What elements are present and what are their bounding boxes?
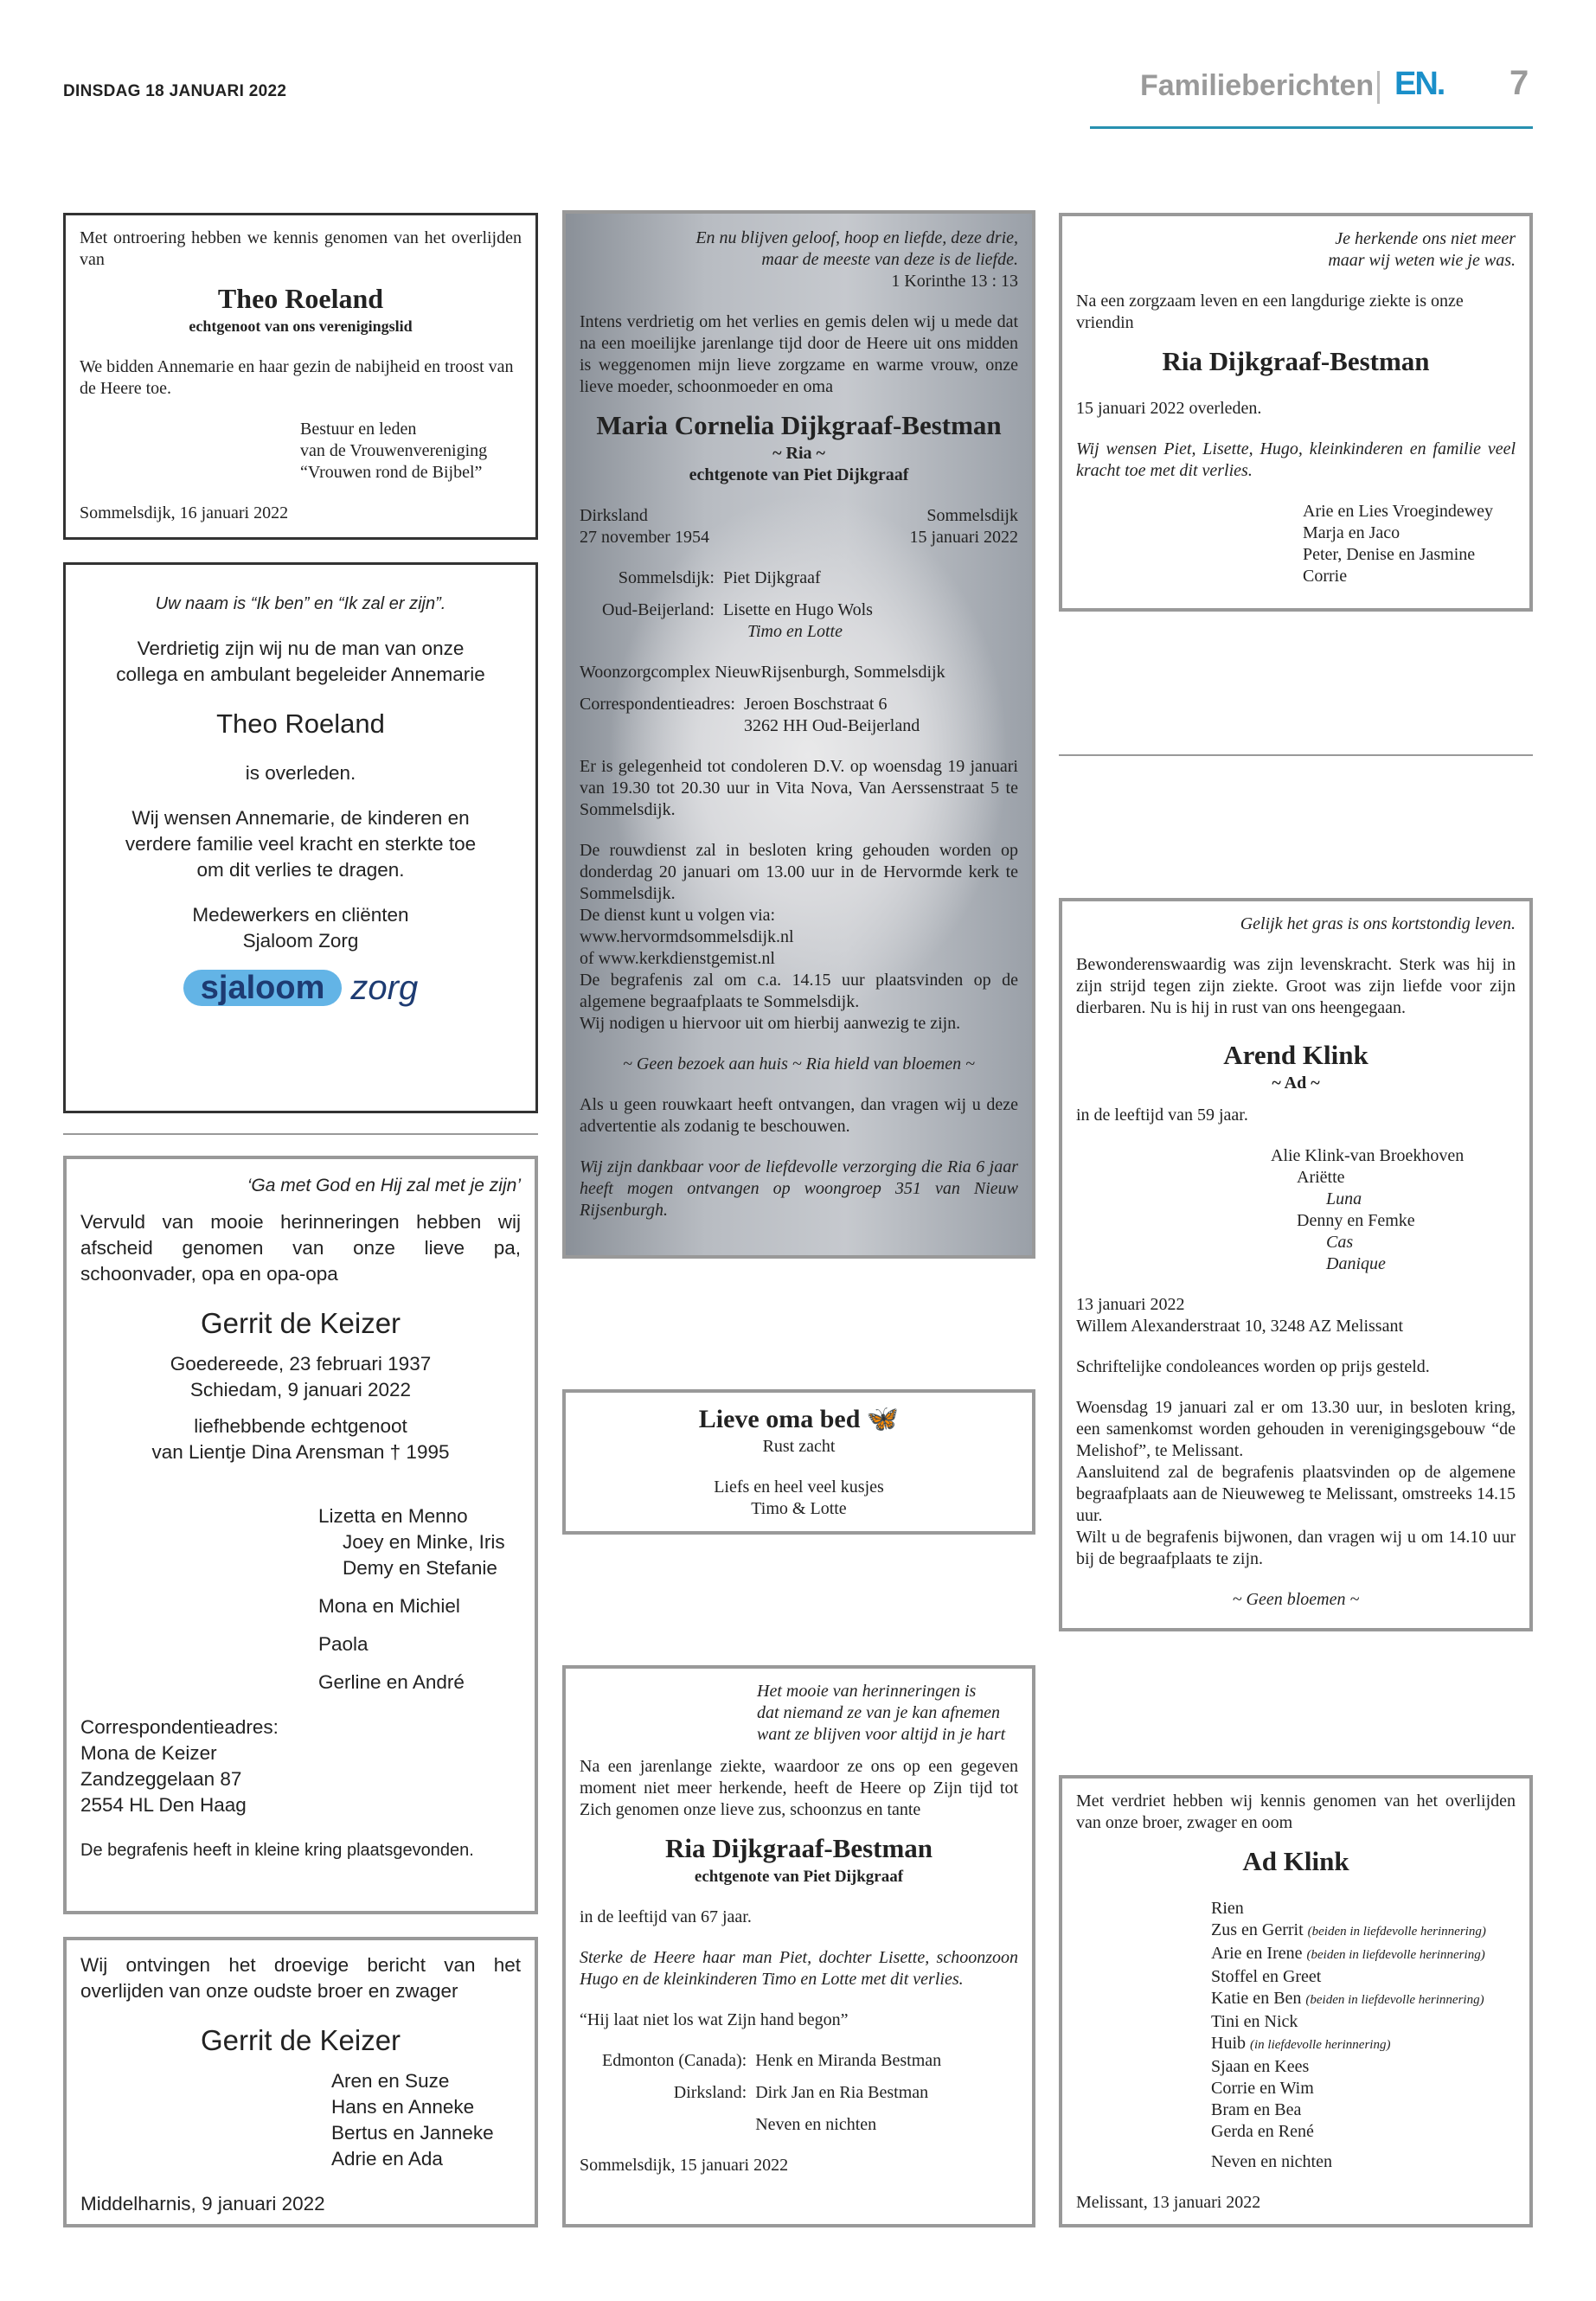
family-member: Aren en Suze <box>331 2070 450 2092</box>
notice-lieve-oma-bed <box>562 1389 1035 1535</box>
deceased-name: Gerrit de Keizer <box>200 1307 401 1339</box>
sign-line: Marja en Jaco <box>1303 523 1401 542</box>
address-label: Correspondentieadres: <box>580 695 735 714</box>
notice-theo-roeland-sjaloom <box>63 562 538 1113</box>
member-name: Stoffel en Greet <box>1211 1967 1322 1986</box>
family-member: Alie Klink-van Broekhoven <box>1271 1146 1465 1165</box>
intro-text: Wij ontvingen het droevige bericht van het overlijden van onze oudste broer en zwager <box>80 1954 521 2002</box>
subtitle: echtgenote van Piet Dijkgraaf <box>694 1868 904 1886</box>
family-member <box>1211 2011 1516 2033</box>
deceased-name: Maria Cornelia Dijkgraaf-Bestman <box>596 410 1002 440</box>
born-text: Goedereede, 23 februari 1937 <box>170 1353 432 1375</box>
quote <box>580 1681 1018 1746</box>
sign-line: “Vrouwen rond de Bijbel” <box>300 463 483 482</box>
notice-gerrit-de-keizer-siblings <box>63 1937 538 2227</box>
address-line: 3262 HH Oud-Beijerland <box>743 716 920 735</box>
dates-row <box>580 505 1018 548</box>
family-member: Joey en Minke, Iris <box>343 1531 505 1553</box>
column-rule <box>63 1133 538 1135</box>
card-note: Als u geen rouwkaart heeft ontvangen, dan vragen wij u deze advertentie als zodanig te beschouwen. <box>580 1095 1018 1136</box>
quote <box>1076 228 1516 272</box>
flowers-note: ~ Geen bloemen ~ <box>1232 1590 1360 1609</box>
family-member: Gerline en André <box>318 1671 465 1693</box>
family-list <box>580 2050 1018 2136</box>
family-member <box>1211 1898 1516 1920</box>
service-text: Wij nodigen u hiervoor uit om hierbij aanwezig te zijn. <box>580 1014 961 1033</box>
butterfly-icon: 🦋 <box>866 1405 900 1433</box>
footer-date: Sommelsdijk, 15 januari 2022 <box>580 2156 789 2175</box>
spouse-text: van Lientje Dina Arensman † 1995 <box>151 1441 450 1463</box>
subtitle: Rust zacht <box>762 1437 836 1456</box>
wish-text: Sterke de Heere haar man Piet, dochter Lisette, schoonzoon Hugo en de kleinkinderen Timo en Lotte met dit verlies. <box>580 1948 1018 1989</box>
quote-line: want ze blijven voor altijd in je hart <box>757 1725 1006 1744</box>
died-text: Schiedam, 9 januari 2022 <box>189 1379 412 1400</box>
notice-arend-klink <box>1059 898 1533 1631</box>
member-name: Sjaan en Kees <box>1211 2057 1310 2076</box>
subtitle: echtgenote van Piet Dijkgraaf <box>689 465 909 484</box>
died-text: is overleden. <box>245 762 356 784</box>
intro-text: Met verdriet hebben wij kennis genomen van het overlijden van onze broer, zwager en oom <box>1076 1791 1516 1832</box>
quote-line: dat niemand ze van je kan afnemen <box>757 1703 1001 1722</box>
sign-line: Bestuur en leden <box>300 420 417 439</box>
spouse-text: liefhebbende echtgenoot <box>194 1415 407 1437</box>
memorial-note: (beiden in liefdevolle herinnering) <box>1306 1948 1485 1962</box>
intro-text: Verdrietig zijn wij nu de man van onze collega en ambulant begeleider Annemarie <box>116 638 485 685</box>
family-list <box>1076 1898 1516 2143</box>
logo-sub: zorg <box>350 969 419 1007</box>
memorial-note: (in liefdevolle herinnering) <box>1250 2038 1391 2052</box>
memorial-note: (beiden in liefdevolle herinnering) <box>1305 1993 1484 2007</box>
sign-line: Arie en Lies Vroegindewey <box>1303 502 1494 521</box>
nickname: ~ Ria ~ <box>772 444 825 463</box>
sign-line: Corrie <box>1303 567 1348 586</box>
flowers-note: ~ Geen bezoek aan huis ~ Ria hield van bloemen ~ <box>623 1054 975 1074</box>
intro-text: Intens verdrietig om het verlies en gemis delen wij u mede dat na een moeilijke jarenlange tijd door de Heere uit ons midden is weggenomen mijn lieve zorgzame en warme vrouw, onze lieve moeder, schoonmoeder en oma <box>580 312 1018 396</box>
thanks-note: Wij zijn dankbaar voor de liefdevolle verzorging die Ria 6 jaar heeft mogen ontvangen op woongroep 351 van Nieuw Rijsenburgh. <box>580 1157 1018 1220</box>
member-name: Arie en Irene <box>1211 1944 1303 1963</box>
address-line: Mona de Keizer <box>80 1742 217 1764</box>
intro-text: Vervuld van mooie herinneringen hebben wij afscheid genomen van onze lieve pa, schoonvader, opa en opa-opa <box>80 1211 521 1285</box>
footer-text: De begrafenis heeft in kleine kring plaatsgevonden. <box>80 1841 474 1860</box>
intro-text: Na een jarenlange ziekte, waardoor ze ons op een gegeven moment niet meer herkende, heeft de Heere op Zijn tijd tot Zich genomen onze lieve zus, schoonzus en tante <box>580 1757 1018 1819</box>
family-member <box>1211 2078 1516 2099</box>
correspondence-address <box>580 694 1018 737</box>
funeral-text: Aansluitend zal de begrafenis plaatsvinden op de algemene begraafplaats aan de Nieuweweg te Melissant, omstreeks 14.15 uur. <box>1076 1463 1516 1525</box>
service-text: De rouwdienst zal in besloten kring gehouden worden op donderdag 20 januari om 13.00 uur in de Hervormde kerk te Sommelsdijk. <box>580 841 1018 903</box>
subtitle: echtgenoot van ons verenigingslid <box>189 317 413 335</box>
footer-date: Melissant, 13 januari 2022 <box>1076 2193 1261 2212</box>
family-member: Denny en Femke <box>1297 1211 1415 1230</box>
column-rule <box>1059 754 1533 756</box>
family-member <box>1211 1920 1516 1943</box>
deceased-name: Ria Dijkgraaf-Bestman <box>664 1833 933 1863</box>
page-number: 7 <box>1509 64 1529 102</box>
born-place: Dirksland <box>580 506 648 525</box>
family-member: Demy en Stefanie <box>343 1557 497 1579</box>
title: Lieve oma bed <box>698 1405 861 1433</box>
message-line: Liefs en heel veel kusjes <box>714 1477 884 1497</box>
notice-ad-klink-siblings <box>1059 1775 1533 2227</box>
sign-line: Sjaloom Zorg <box>242 930 359 952</box>
notice-ria-dijkgraaf-siblings <box>562 1665 1035 2227</box>
quote: Uw naam is “Ik ben” en “Ik zal er zijn”. <box>155 594 446 613</box>
address-line: Correspondentieadres: <box>80 1716 279 1738</box>
died-text: 15 januari 2022 overleden. <box>1076 399 1262 418</box>
family-member: Paola <box>318 1633 369 1655</box>
family-names: Piet Dijkgraaf <box>722 568 821 587</box>
sign-line: van de Vrouwenvereniging <box>300 441 488 460</box>
born-date: 27 november 1954 <box>580 528 709 547</box>
message-line: Timo & Lotte <box>751 1499 847 1518</box>
family-member: Adrie en Ada <box>331 2148 443 2170</box>
died-date: 15 januari 2022 <box>909 528 1018 547</box>
en-logo: EN. <box>1394 66 1445 102</box>
notice-gerrit-de-keizer-family <box>63 1156 538 1914</box>
member-name: Bram en Bea <box>1211 2100 1302 2119</box>
correspondence-address <box>80 1715 521 1818</box>
signatories <box>80 419 522 484</box>
family-member: Lizetta en Menno <box>318 1505 468 1527</box>
death-date: 13 januari 2022 <box>1076 1295 1185 1314</box>
funeral-text: Woensdag 19 januari zal er om 13.30 uur, in besloten kring, een samenkomst worden gehouden in verenigingsgebouw “de Melishof”, te Melissant. <box>1076 1398 1516 1460</box>
member-name: Rien <box>1211 1899 1244 1918</box>
notice-ria-dijkgraaf-friends <box>1059 213 1533 612</box>
died-place: Sommelsdijk <box>926 506 1018 525</box>
signatories <box>1076 501 1516 587</box>
wish-text: Wij wensen Annemarie, de kinderen en verdere familie veel kracht en sterkte toe om dit verlies te dragen. <box>125 807 477 881</box>
funeral-text: Wilt u de begrafenis bijwonen, dan vragen wij u om 14.10 uur bij de begraafplaats te zijn. <box>1076 1528 1516 1568</box>
condolence-text: Schriftelijke condoleances worden op prijs gesteld. <box>1076 1357 1430 1376</box>
family-place: Edmonton (Canada): <box>602 2051 747 2070</box>
family-member: Cas <box>1326 1233 1354 1252</box>
sjaloom-zorg-logo <box>80 970 522 1006</box>
footer-date: Sommelsdijk, 16 januari 2022 <box>80 503 289 522</box>
address-line: 2554 HL Den Haag <box>80 1794 247 1816</box>
condolence-text: Er is gelegenheid tot condoleren D.V. op woensdag 19 januari van 19.30 tot 20.30 uur in Vita Nova, Van Aerssenstraat 5 te Sommelsdijk. <box>580 757 1018 819</box>
divider <box>1377 71 1380 104</box>
bible-reference: 1 Korinthe 13 : 13 <box>891 272 1018 291</box>
family-member <box>1211 1988 1516 2011</box>
family-member: Ariëtte <box>1297 1168 1345 1187</box>
family-list <box>80 2068 521 2172</box>
stream-link[interactable]: of www.kerkdienstgemist.nl <box>580 949 775 968</box>
family-member <box>1211 2033 1516 2056</box>
sign-line: Peter, Denise en Jasmine <box>1303 545 1476 564</box>
logo-main: sjaloom <box>183 970 343 1006</box>
family-list <box>1076 1145 1516 1275</box>
quote-line: maar wij weten wie je was. <box>1328 251 1516 270</box>
family-names: Dirk Jan en Ria Bestman <box>755 2083 929 2102</box>
age-text: in de leeftijd van 59 jaar. <box>1076 1106 1248 1125</box>
deceased-name: Ad Klink <box>1242 1846 1349 1876</box>
nickname: ~ Ad ~ <box>1272 1074 1320 1093</box>
member-name: Tini en Nick <box>1211 2012 1298 2031</box>
intro-text: Na een zorgzaam leven en een langdurige ziekte is onze vriendin <box>1076 292 1464 332</box>
intro-text: Met ontroering hebben we kennis genomen van het overlijden van <box>80 228 522 269</box>
family-member <box>1211 1966 1516 1988</box>
family-member <box>1211 2099 1516 2121</box>
address-line: Zandzeggelaan 87 <box>80 1768 242 1790</box>
address: Willem Alexanderstraat 10, 3248 AZ Melissant <box>1076 1317 1404 1336</box>
deceased-name: Ria Dijkgraaf-Bestman <box>1162 346 1430 376</box>
notice-maria-dijkgraaf-photo <box>562 210 1035 1259</box>
service-text: De dienst kunt u volgen via: <box>580 906 776 925</box>
deceased-name: Theo Roeland <box>216 708 385 739</box>
memorial-note: (beiden in liefdevolle herinnering) <box>1307 1925 1486 1939</box>
family-member <box>1211 1943 1516 1966</box>
header-rule <box>1090 126 1533 129</box>
member-name: Corrie en Wim <box>1211 2079 1314 2098</box>
family-list <box>580 567 1018 643</box>
issue-date: DINSDAG 18 JANUARI 2022 <box>63 82 287 100</box>
family-names: Lisette en Hugo Wols <box>722 600 873 619</box>
nephews-nieces: Neven en nichten <box>1211 2152 1332 2171</box>
member-name: Gerda en René <box>1211 2122 1314 2141</box>
family-place: Oud-Beijerland: <box>602 600 715 619</box>
quote-line: Het mooie van herinneringen is <box>757 1682 977 1701</box>
deceased-name: Arend Klink <box>1223 1040 1368 1070</box>
quote: Gelijk het gras is ons kortstondig leven. <box>1240 914 1516 933</box>
stream-link[interactable]: www.hervormdsommelsdijk.nl <box>580 927 794 946</box>
family-member: Bertus en Janneke <box>331 2122 494 2144</box>
quote-line: Je herkende ons niet meer <box>1335 229 1516 248</box>
wish-text: Wij wensen Piet, Lisette, Hugo, kleinkinderen en familie veel kracht toe met dit verlies. <box>1076 439 1516 480</box>
age-text: in de leeftijd van 67 jaar. <box>580 1907 752 1926</box>
deceased-name: Gerrit de Keizer <box>200 2024 401 2056</box>
section-title: Familieberichten <box>1140 69 1375 102</box>
deceased-name: Theo Roeland <box>217 283 384 314</box>
member-name: Katie en Ben <box>1211 1989 1302 2008</box>
family-member: Hans en Anneke <box>331 2096 475 2118</box>
service-text: De begrafenis zal om c.a. 14.15 uur plaatsvinden op de algemene begraafplaats te Sommelsdijk. <box>580 971 1018 1011</box>
address-line: Jeroen Boschstraat 6 <box>743 695 888 714</box>
family-list <box>80 1503 521 1695</box>
care-home: Woonzorgcomplex NieuwRijsenburgh, Sommelsdijk <box>580 663 945 682</box>
family-place: Sommelsdijk: <box>618 568 715 587</box>
quote: En nu blijven geloof, hoop en liefde, deze drie, <box>695 228 1018 247</box>
verse: “Hij laat niet los wat Zijn hand begon” <box>580 2010 849 2029</box>
footer-date: Middelharnis, 9 januari 2022 <box>80 2193 325 2214</box>
family-names: Henk en Miranda Bestman <box>755 2051 942 2070</box>
family-member: Luna <box>1326 1189 1362 1208</box>
quote: ‘Ga met God en Hij zal met je zijn’ <box>247 1176 521 1195</box>
family-member: Danique <box>1326 1254 1386 1273</box>
family-member <box>1211 2056 1516 2078</box>
sign-line: Medewerkers en cliënten <box>192 904 409 926</box>
family-names: Neven en nichten <box>755 2115 877 2134</box>
family-place <box>602 2114 747 2136</box>
family-member <box>1211 2121 1516 2143</box>
notice-theo-roeland-vrouwenvereniging <box>63 213 538 540</box>
family-member: Mona en Michiel <box>318 1595 460 1617</box>
intro-text: Bewonderenswaardig was zijn levenskracht. Sterk was hij in zijn strijd tegen zijn ziekte. Groot was zijn liefde voor zijn dierbaren. Nu is hij in rust van ons heengegaan. <box>1076 955 1516 1017</box>
member-name: Huib <box>1211 2034 1246 2053</box>
member-name: Zus en Gerrit <box>1211 1920 1304 1939</box>
body-text: We bidden Annemarie en haar gezin de nabijheid en troost van de Heere toe. <box>80 357 514 398</box>
family-place: Dirksland: <box>673 2083 747 2102</box>
quote: maar de meeste van deze is de liefde. <box>761 250 1018 269</box>
grandchildren: Timo en Lotte <box>747 622 843 641</box>
